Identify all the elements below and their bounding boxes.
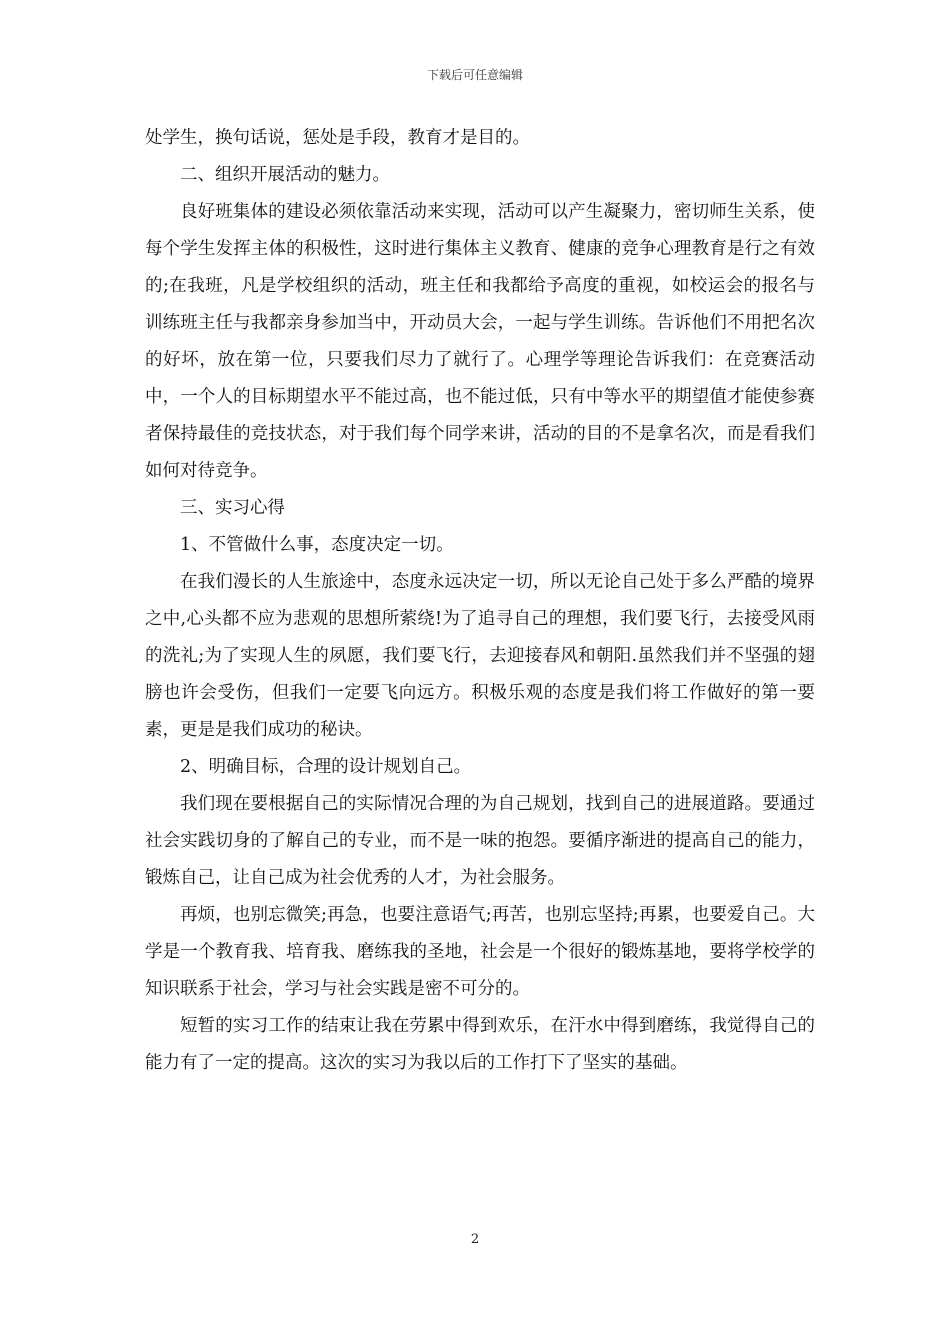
document-body bbox=[145, 120, 815, 1082]
paragraph: 再烦，也别忘微笑;再急，也要注意语气;再苦，也别忘坚持;再累，也要爱自己。大学是一个教育我、培育我、磨练我的圣地，社会是一个很好的锻炼基地，要将学校学的知识联系于社会，学习与社会实践是密不可分的。 bbox=[145, 905, 815, 999]
paragraph: 处学生，换句话说，惩处是手段，教育才是目的。 bbox=[145, 128, 530, 148]
paragraph: 良好班集体的建设必须依靠活动来实现，活动可以产生凝聚力，密切师生关系，使每个学生发挥主体的积极性，这时进行集体主义教育、健康的竞争心理教育是行之有效的;在我班，凡是学校组织的活动，班主任和我都给予高度的重视，如校运会的报名与训练班主任与我都亲身参加当中，开动员大会，一起与学生训练。告诉他们不用把名次的好坏，放在第一位，只要我们尽力了就行了。心理学等理论告诉我们：在竞赛活动中，一个人的目标期望水平不能过高，也不能过低，只有中等水平的期望值才能使参赛者保持最佳的竞技状态，对于我们每个同学来讲，活动的目的不是拿名次，而是看我们如何对待竞争。 bbox=[145, 202, 815, 481]
paragraph: 我们现在要根据自己的实际情况合理的为自己规划，找到自己的进展道路。要通过社会实践切身的了解自己的专业，而不是一味的抱怨。要循序渐进的提高自己的能力，锻炼自己，让自己成为社会优秀的人才，为社会服务。 bbox=[145, 794, 815, 888]
paragraph: 短暂的实习工作的结束让我在劳累中得到欢乐，在汗水中得到磨练，我觉得自己的能力有了一定的提高。这次的实习为我以后的工作打下了坚实的基础。 bbox=[145, 1016, 815, 1073]
sub-heading: 1、不管做什么事，态度决定一切。 bbox=[180, 535, 454, 555]
section-heading: 二、组织开展活动的魅力。 bbox=[180, 165, 390, 185]
sub-heading: 2、明确目标，合理的设计规划自己。 bbox=[180, 757, 472, 777]
page-number: 2 bbox=[470, 1232, 480, 1247]
section-heading: 三、实习心得 bbox=[180, 498, 285, 518]
page-header: 下载后可任意编辑 bbox=[426, 68, 523, 82]
paragraph: 在我们漫长的人生旅途中，态度永远决定一切，所以无论自己处于多么严酷的境界之中,心头都不应为悲观的思想所萦绕!为了追寻自己的理想，我们要飞行，去接受风雨的洗礼;为了实现人生的夙愿，我们要飞行，去迎接春风和朝阳.虽然我们并不坚强的翅膀也许会受伤，但我们一定要飞向远方。积极乐观的态度是我们将工作做好的第一要素，更是是我们成功的秘诀。 bbox=[145, 572, 815, 740]
